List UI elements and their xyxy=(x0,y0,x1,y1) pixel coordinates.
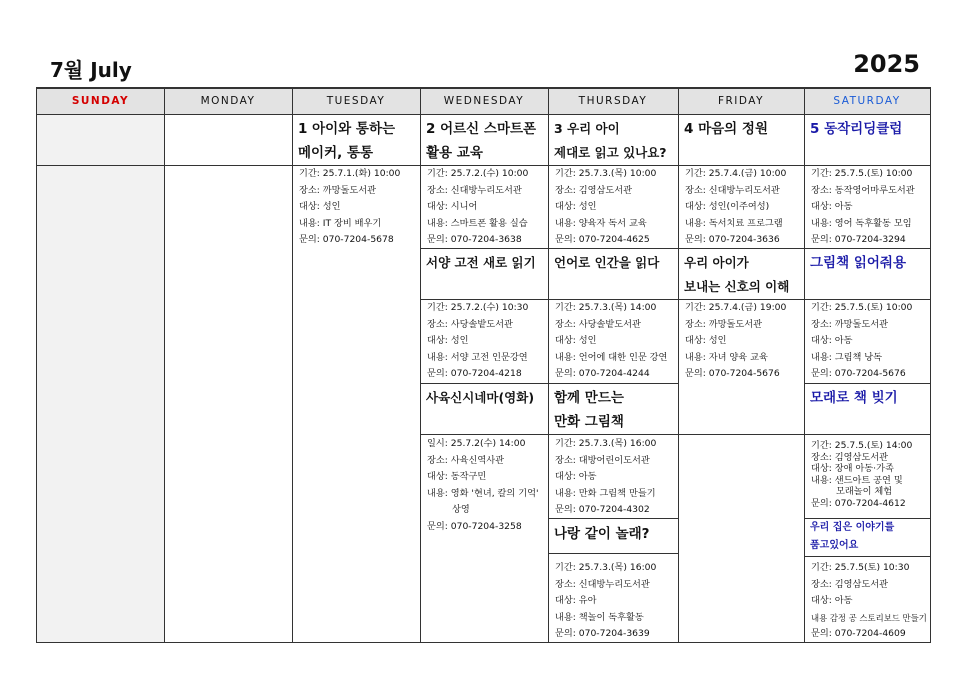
grid-line xyxy=(804,383,930,384)
day-sunday: SUNDAY xyxy=(71,95,130,107)
day-monday: MONDAY xyxy=(200,95,256,107)
event-title-fri-2: 우리 아이가 보내는 신호의 이해 xyxy=(684,255,790,294)
event-info-sat-4: 기간: 25.7.5(토) 10:30 장소: 김영삼도서관 대상: 아동 내용 감정 공 스토리보드 만들기 문의: 070-7204-4609 xyxy=(811,562,927,639)
grid-line xyxy=(804,556,930,557)
event-info-sat-2: 기간: 25.7.5.(토) 10:00 장소: 까망돌도서관 대상: 아동 내용: 그림책 낭독 문의: 070-7204-5676 xyxy=(811,302,913,379)
grid-line xyxy=(37,114,931,115)
sunday-column-body xyxy=(37,165,164,642)
grid-line xyxy=(930,87,931,643)
event-title-thu-1: 3 우리 아이 제대로 읽고 있나요? xyxy=(554,121,667,160)
event-info-tue-1: 기간: 25.7.1.(화) 10:00 장소: 까망돌도서관 대상: 성인 내용: IT 장비 배우기 문의: 070-7204-5678 xyxy=(299,168,401,245)
event-info-thu-1: 기간: 25.7.3.(목) 10:00 장소: 김영삼도서관 대상: 성인 내용: 양육자 독서 교육 문의: 070-7204-4625 xyxy=(555,168,657,245)
grid-line xyxy=(37,87,931,89)
event-info-fri-1: 기간: 25.7.4.(금) 10:00 장소: 신대방누리도서관 대상: 성인(이주여성) 내용: 독서치료 프로그램 문의: 070-7204-3636 xyxy=(685,168,787,245)
day-thursday: THURSDAY xyxy=(578,95,648,107)
event-title-sat-4: 우리 집은 이야기를 품고있어요 xyxy=(810,522,895,551)
event-info-sat-1: 기간: 25.7.5.(토) 10:00 장소: 동작영어마루도서관 대상: 아동 내용: 영어 독후활동 모임 문의: 070-7204-3294 xyxy=(811,168,915,245)
grid-line xyxy=(804,434,930,435)
grid-line xyxy=(37,642,931,643)
grid-line xyxy=(678,434,804,435)
day-wednesday: WEDNESDAY xyxy=(443,95,525,107)
grid-line xyxy=(36,87,37,643)
event-title-fri-1: 4 마음의 정원 xyxy=(684,121,768,137)
event-title-wed-2: 서양 고전 새로 읽기 xyxy=(426,255,536,270)
sunday-column-shade xyxy=(37,114,164,165)
event-title-sat-1: 5 동작리딩클럽 xyxy=(810,121,903,137)
event-title-wed-1: 2 어르신 스마트폰 활용 교육 xyxy=(426,121,537,161)
grid-line xyxy=(548,553,678,554)
event-title-thu-4: 나랑 같이 놀래? xyxy=(554,526,650,542)
grid-line xyxy=(420,383,548,384)
grid-line xyxy=(420,434,548,435)
month-heading: 7월 July xyxy=(50,58,132,82)
event-info-wed-3: 일시: 25.7.2(수) 14:00 장소: 사육신역사관 대상: 동작구민 내용: 영화 '현녀, 칼의 기억' 상영 문의: 070-7204-3258 xyxy=(427,438,539,532)
event-info-wed-1: 기간: 25.7.2.(수) 10:00 장소: 신대방누리도서관 대상: 시니어 내용: 스마트폰 활용 실습 문의: 070-7204-3638 xyxy=(427,168,529,245)
event-info-thu-4: 기간: 25.7.3.(목) 16:00 장소: 신대방누리도서관 대상: 유아 내용: 책놀이 독후활동 문의: 070-7204-3639 xyxy=(555,562,657,639)
event-title-tue-1: 1 아이와 통하는 메이커, 통통 xyxy=(298,121,396,161)
event-title-wed-3: 사육신시네마(영화) xyxy=(426,390,535,405)
event-info-fri-2: 기간: 25.7.4.(금) 19:00 장소: 까망돌도서관 대상: 성인 내용: 자녀 양육 교육 문의: 070-7204-5676 xyxy=(685,302,787,379)
grid-line xyxy=(548,434,678,435)
event-title-sat-3: 모래로 책 빚기 xyxy=(810,390,898,406)
day-friday: FRIDAY xyxy=(717,95,765,107)
event-info-thu-2: 기간: 25.7.3.(목) 14:00 장소: 사당솔밭도서관 대상: 성인 내용: 언어에 대한 인문 강연 문의: 070-7204-4244 xyxy=(555,302,668,379)
day-tuesday: TUESDAY xyxy=(326,95,386,107)
event-info-sat-3: 기간: 25.7.5.(토) 14:00 장소: 김영삼도서관 대상: 장애 아동·가족 내용: 샌드아트 공연 및 모래놀이 체험 문의: 070-7204-4612 xyxy=(811,440,913,509)
year-heading: 2025 xyxy=(853,50,920,78)
event-info-thu-3: 기간: 25.7.3.(목) 16:00 장소: 대방어린이도서관 대상: 아동 내용: 만화 그림책 만들기 문의: 070-7204-4302 xyxy=(555,438,657,515)
event-title-sat-2: 그림책 읽어줘용 xyxy=(810,255,906,271)
event-title-thu-2: 언어로 인간을 읽다 xyxy=(554,255,660,270)
event-info-wed-2: 기간: 25.7.2.(수) 10:30 장소: 사당솔밭도서관 대상: 성인 내용: 서양 고전 인문강연 문의: 070-7204-4218 xyxy=(427,302,529,379)
grid-line xyxy=(164,87,165,643)
day-saturday: SATURDAY xyxy=(833,95,901,107)
grid-line xyxy=(548,383,678,384)
event-title-thu-3: 함께 만드는 만화 그림책 xyxy=(554,390,624,430)
